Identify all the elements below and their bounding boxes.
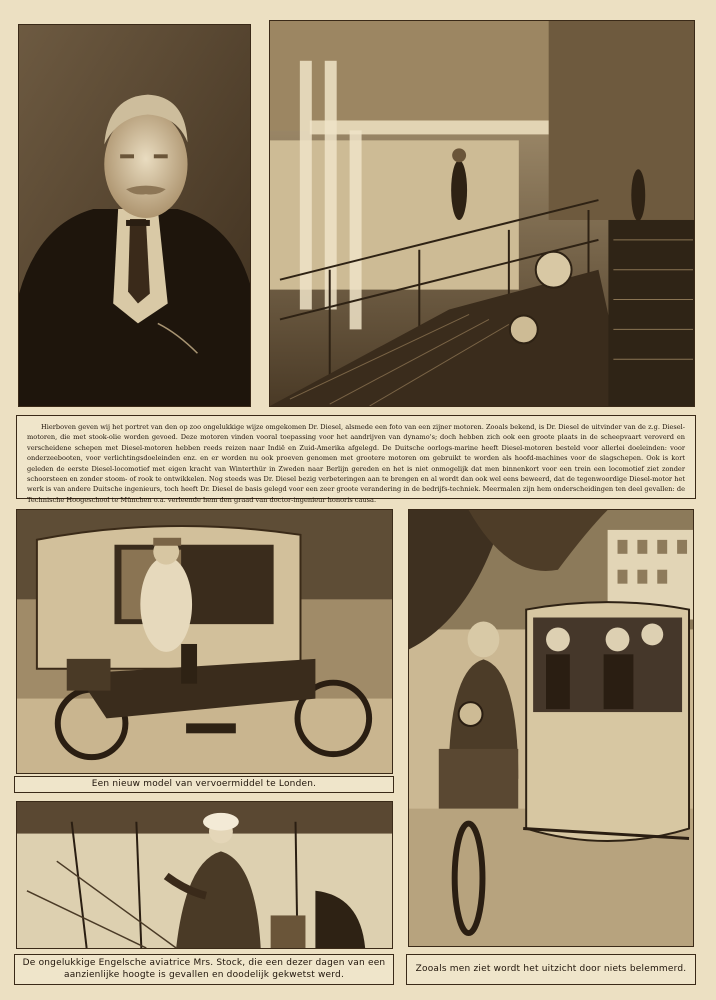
- caption-box-aviatrix: [14, 954, 394, 985]
- caption-aviatrix: De ongelukkige Engelsche aviatrice Mrs. Stock, die een dezer dagen van een aanzienlijke hoogte is gevallen en doodelijk gekwetst werd.: [22, 958, 386, 980]
- caption-motorcycle-london: Een nieuw model van vervoermiddel te Londen.: [91, 778, 317, 789]
- article-text-box: [16, 415, 696, 504]
- caption-box-view: [406, 954, 696, 985]
- caption-box-motorcycle: [14, 776, 394, 793]
- aviatrix-mrs-stock-photo: [16, 801, 393, 949]
- diesel-engine-room-photo: [269, 20, 695, 407]
- sidecar-cabin-view-photo: [408, 509, 694, 947]
- portrait-photo-diesel: [18, 24, 251, 407]
- caption-view: Zooals men ziet wordt het uitzicht door niets belemmerd.: [415, 963, 687, 974]
- motorcycle-cabin-london-photo: [16, 509, 393, 774]
- article-body: Hierboven geven wij het portret van den op zoo ongelukkige wijze omgekomen Dr. Diesel, alsmede een foto van een zijner motoren. Zooals bekend, is Dr. Diesel de uitvinder van de z.g. Diesel-motoren, die met stook-olie worden gevoed. Deze motoren vinden vooral toepassing voor het aandrijven van dynamo's; doch hebben zich ook een groote plaats in de scheepvaart veroverd en verscheidene schepen met Diesel-motoren hebben reeds reizen naar Indië en Zuid-Amerika afgelegd. De Duitsche oorlogs-marine heeft Diesel-motoren besteld voor allerlei doeleinden: voor onderzeebooten, voor verlichtingsdoeleinden enz. en er worden nu ook proeven genomen met grootere motoren om gebruikt te worden als hoofd-machines voor de slagschepen. Ook is kort geleden de eerste Diesel-locomotief met eigen kracht van Winterthür in Zweden naar Berlijn gereden en het is niet onmogelijk dat men binnenkort voor een trein een locomotief ziet zonder schoorsteen en zonder stoom- of rook te ontwikkelen. Nog steeds was Dr. Diesel bezig verbeteringen aan te brengen en al wordt dan ook wel eens beweerd, dat de tegenwoordige Diesel-motor het werk is van andere Duitsche ingenieurs, toch heeft Dr. Diesel de basis gelegd voor een zeer groote verandering in de bedrijfs-techniek. Meermalen zijn hem onderscheidingen ten deel gevallen: de Technische Hoogeschool te München o.a. verleende hem den graad van doctor-ingenieur honoris causa.: [27, 423, 685, 504]
